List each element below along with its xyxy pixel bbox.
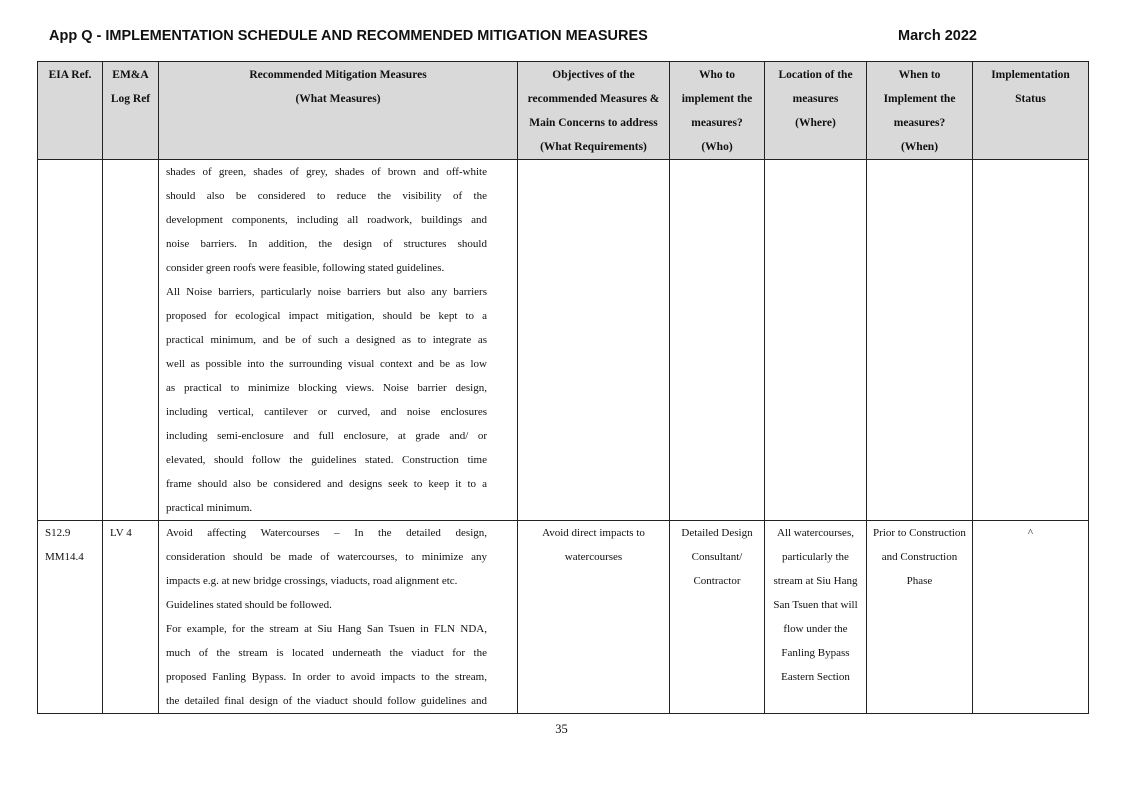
column-header-line: Location of the	[778, 69, 853, 81]
cell-text-line: shades of green, shades of grey, shades of brown and off-white	[166, 166, 487, 178]
cell-ema-log-ref	[103, 160, 159, 521]
column-header-line: Status	[1015, 93, 1046, 105]
column-header-line: Recommended Mitigation Measures	[249, 69, 427, 81]
column-header-line: When to	[898, 69, 941, 81]
cell-text-line: should also be considered to reduce the visibility of the	[166, 190, 487, 202]
column-header-where	[765, 62, 867, 160]
column-header-line: (What Measures)	[295, 93, 381, 105]
cell-text-line: including vertical, cantilever or curved, and noise enclosures	[166, 406, 487, 418]
column-header-line: (Who)	[701, 141, 733, 153]
cell-text-line: impacts e.g. at new bridge crossings, viaducts, road alignment etc.	[166, 575, 458, 587]
cell-status	[973, 160, 1089, 521]
column-header-objectives	[518, 62, 670, 160]
cell-text-line: and Construction	[881, 551, 958, 563]
cell-text-line: Contractor	[693, 575, 741, 587]
cell-text-line: development components, including all roadwork, buildings and	[166, 214, 487, 226]
cell-text-line: well as possible into the surrounding visual context and be as low	[166, 358, 487, 370]
cell-text-line: Guidelines stated should be followed.	[166, 599, 332, 611]
cell-text-line: as practical to minimize blocking views. Noise barrier design,	[166, 382, 487, 394]
cell-text-line: MM14.4	[45, 551, 84, 563]
cell-eia-ref	[38, 160, 103, 521]
column-header-line: Implementation	[991, 69, 1070, 81]
cell-text-line: Eastern Section	[781, 671, 850, 683]
column-header-line: recommended Measures &	[527, 93, 660, 105]
cell-text-line: Consultant/	[691, 551, 743, 563]
cell-measures	[159, 521, 518, 714]
document-date: March 2022	[898, 28, 977, 44]
column-header-who	[670, 62, 765, 160]
cell-when	[867, 521, 973, 714]
cell-text-line: ^	[1027, 527, 1034, 539]
cell-text-line: proposed for ecological impact mitigation, should be kept to a	[166, 310, 487, 322]
column-header-line: measures?	[893, 117, 946, 129]
cell-text-line: Fanling Bypass	[781, 647, 850, 659]
page-number: 35	[555, 722, 568, 736]
cell-text-line: flow under the	[783, 623, 848, 635]
cell-text-line: practical minimum.	[166, 502, 253, 514]
cell-text-line: stream at Siu Hang	[773, 575, 858, 587]
column-header-line: implement the	[681, 93, 753, 105]
cell-where	[765, 160, 867, 521]
page-header	[49, 28, 979, 48]
column-header-eia-ref	[38, 62, 103, 160]
column-header-line: measures	[792, 93, 839, 105]
column-header-line: Objectives of the	[552, 69, 635, 81]
cell-who	[670, 521, 765, 714]
cell-text-line: including semi-enclosure and full enclosure, at grade and/ or	[166, 430, 487, 442]
cell-text-line: proposed Fanling Bypass. In order to avoid impacts to the stream,	[166, 671, 487, 683]
cell-text-line: particularly the	[782, 551, 849, 563]
cell-text-line: watercourses	[564, 551, 623, 563]
cell-text-line: Detailed Design	[681, 527, 753, 539]
cell-text-line: All watercourses,	[777, 527, 854, 539]
implementation-schedule-table	[37, 61, 1089, 714]
document-title: App Q - IMPLEMENTATION SCHEDULE AND RECOMMENDED MITIGATION MEASURES	[49, 28, 648, 44]
column-header-status	[973, 62, 1089, 160]
cell-text-line: Avoid affecting Watercourses – In the detailed design,	[166, 527, 487, 539]
cell-objectives	[518, 521, 670, 714]
cell-eia-ref	[38, 521, 103, 714]
cell-ema-log-ref	[103, 521, 159, 714]
table-row	[38, 160, 1089, 521]
cell-who	[670, 160, 765, 521]
cell-text-line: practical minimum, and be of such a designed as to integrate as	[166, 334, 487, 346]
cell-text-line: noise barriers. In addition, the design of structures should	[166, 238, 487, 250]
cell-text-line: consideration should be made of watercourses, to minimize any	[166, 551, 487, 563]
column-header-line: (When)	[900, 141, 939, 153]
cell-text-line: All Noise barriers, particularly noise barriers but also any barriers	[166, 286, 487, 298]
column-header-line: EIA Ref.	[48, 69, 92, 81]
cell-text-line: much of the stream is located underneath the viaduct for the	[166, 647, 487, 659]
table-row	[38, 521, 1089, 714]
cell-where	[765, 521, 867, 714]
cell-text-line: frame should also be considered and designs seek to keep it to a	[166, 478, 487, 490]
cell-text-line: LV 4	[110, 527, 132, 539]
column-header-ema-log-ref	[103, 62, 159, 160]
column-header-line: Who to	[698, 69, 736, 81]
column-header-measures	[159, 62, 518, 160]
cell-text-line: Phase	[906, 575, 933, 587]
column-header-when	[867, 62, 973, 160]
cell-text-line: Avoid direct impacts to	[542, 527, 645, 539]
column-header-line: Implement the	[883, 93, 956, 105]
column-header-line: measures?	[691, 117, 743, 129]
column-header-line: Main Concerns to address	[529, 117, 658, 129]
cell-objectives	[518, 160, 670, 521]
column-header-line: (What Requirements)	[540, 141, 647, 153]
cell-text-line: S12.9	[45, 527, 71, 539]
column-header-line: EM&A	[112, 69, 149, 81]
cell-text-line: elevated, should follow the guidelines stated. Construction time	[166, 454, 487, 466]
column-header-line: Log Ref	[110, 93, 151, 105]
cell-text-line: For example, for the stream at Siu Hang San Tsuen in FLN NDA,	[166, 623, 487, 635]
cell-text-line: Prior to Construction	[873, 527, 966, 539]
table-header-row	[38, 62, 1089, 160]
cell-text-line: the detailed final design of the viaduct should follow guidelines and	[166, 695, 487, 707]
cell-text-line: San Tsuen that will	[773, 599, 858, 611]
cell-measures	[159, 160, 518, 521]
cell-text-line: consider green roofs were feasible, following stated guidelines.	[166, 262, 445, 274]
cell-when	[867, 160, 973, 521]
column-header-line: (Where)	[795, 117, 836, 129]
cell-status	[973, 521, 1089, 714]
